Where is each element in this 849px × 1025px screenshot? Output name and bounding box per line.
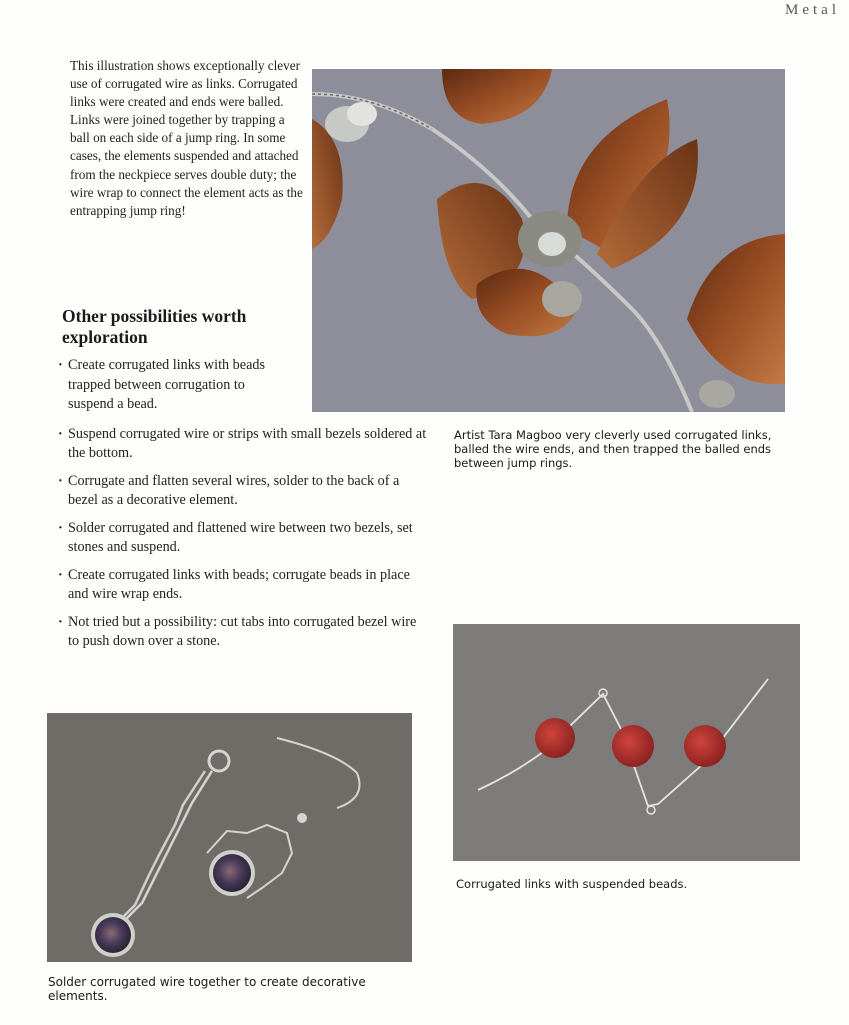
- earrings-caption: Solder corrugated wire together to create decorative elements.: [48, 975, 366, 1003]
- running-head: Metal: [785, 2, 840, 18]
- list-item: · Create corrugated links with beads trapped between corrugation to suspend a bead.: [58, 356, 273, 415]
- earrings-photo: [47, 713, 412, 962]
- list-item: · Not tried but a possibility: cut tabs into corrugated bezel wire to push down over a stone.: [58, 613, 428, 652]
- list-item: · Solder corrugated and flattened wire between two bezels, set stones and suspend.: [58, 519, 413, 558]
- beads-photo: [453, 624, 800, 861]
- intro-text: This illustration shows exceptionally clever use of corrugated wire as links. Corrugated links were created and ends were balled. Links were joined together by trapping a ball on each side of a jump ring. In some cases, the elements suspended and attached from the neckpiece serves double duty; the wire wrap to connect the element acts as the entrapping jump ring!: [70, 58, 303, 218]
- necklace-photo: [312, 69, 785, 412]
- list-item: · Corrugate and flatten several wires, solder to the back of a bezel as a decorative element.: [58, 472, 428, 511]
- list-item: · Suspend corrugated wire or strips with small bezels soldered at the bottom.: [58, 425, 428, 464]
- earrings-illustration: [47, 713, 412, 962]
- beads-caption: Corrugated links with suspended beads.: [456, 877, 688, 891]
- necklace-illustration: [312, 69, 785, 412]
- necklace-caption: Artist Tara Magboo very cleverly used corrugated links, balled the wire ends, and then trapped the balled ends between jump rings.: [454, 428, 772, 470]
- section-heading: Other possibilities worth exploration: [62, 306, 247, 347]
- intro-paragraph: [70, 57, 305, 220]
- list-item: · Create corrugated links with beads; corrugate beads in place and wire wrap ends.: [58, 566, 428, 605]
- beads-illustration: [453, 624, 800, 861]
